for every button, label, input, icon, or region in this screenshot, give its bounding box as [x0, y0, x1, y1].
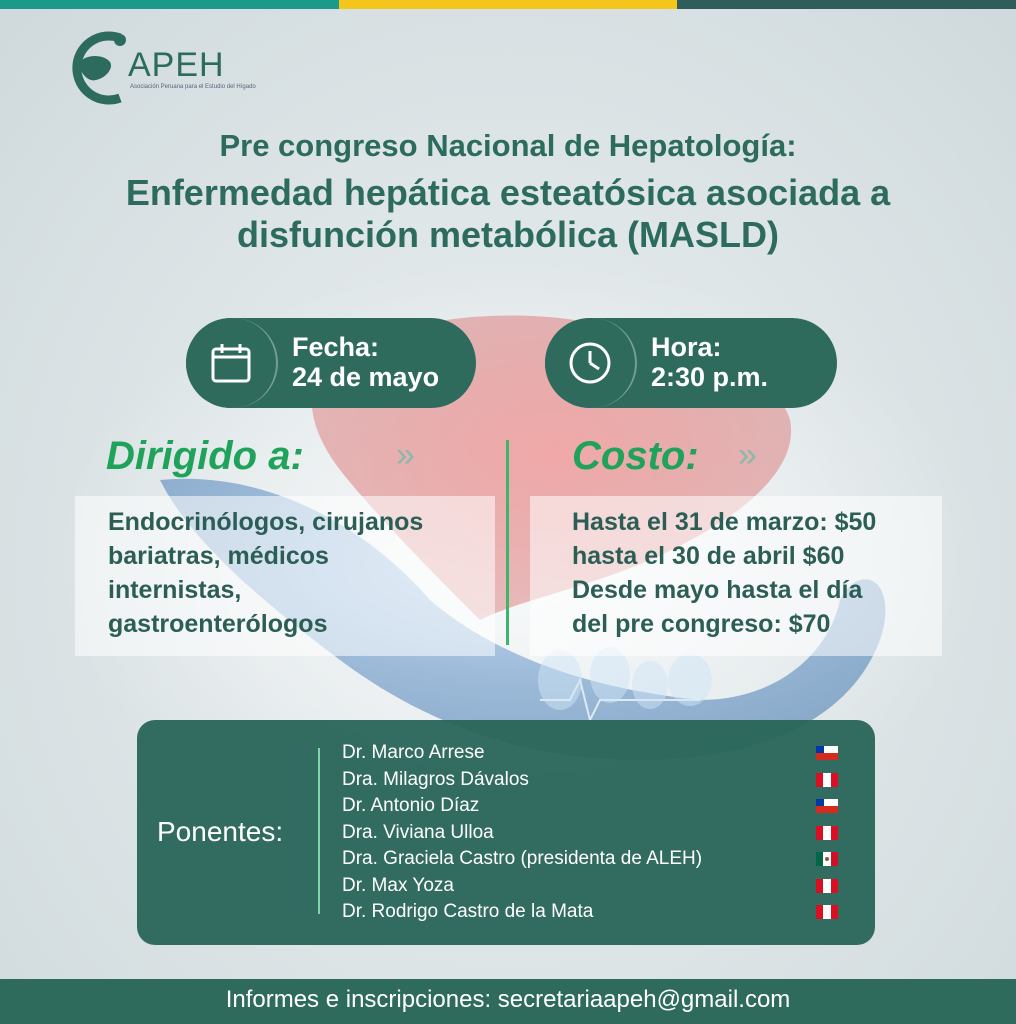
audience-list [108, 505, 423, 641]
footer-contact[interactable]: Informes e inscripciones: secretariaapeh@gmail.com [225, 986, 791, 1013]
speakers-label: Ponentes: [157, 816, 284, 847]
date-text [292, 332, 439, 392]
logo-text: APEH [128, 46, 225, 84]
chile-flag-icon [816, 746, 838, 760]
speaker-name: Dr. Antonio Díaz [342, 795, 480, 816]
date-icon-circle [186, 318, 278, 408]
logo-tagline: Asociación Peruana para el Estudio del Hígado [130, 84, 256, 90]
speakers-divider [318, 748, 320, 914]
audience-line: bariatras, médicos [108, 542, 329, 570]
peru-flag-icon [816, 773, 838, 787]
cost-line: hasta el 30 de abril $60 [572, 542, 845, 570]
time-pill [545, 318, 837, 408]
date-value: 24 de mayo [292, 362, 440, 392]
section-divider [506, 440, 509, 645]
time-value: 2:30 p.m. [651, 362, 769, 392]
audience-line: Endocrinólogos, cirujanos [108, 508, 424, 536]
main-title-line-2: disfunción metabólica (MASLD) [236, 214, 780, 255]
speaker-item [342, 820, 822, 847]
speaker-name: Dr. Marco Arrese [342, 742, 485, 763]
main-title [50, 172, 966, 256]
clock-icon [567, 340, 613, 386]
speaker-item [342, 740, 822, 767]
peru-flag-icon [816, 879, 838, 893]
time-icon-circle [545, 318, 637, 408]
speaker-name: Dra. Milagros Dávalos [342, 768, 529, 790]
chevron-right-icon: » [396, 436, 415, 474]
peru-flag-icon [816, 826, 838, 840]
speaker-name: Dra. Graciela Castro (presidenta de ALEH) [342, 848, 703, 869]
calendar-icon [208, 340, 254, 386]
chevron-right-icon: » [738, 436, 757, 474]
pre-title: Pre congreso Nacional de Hepatología: [219, 128, 797, 163]
speaker-item [342, 767, 822, 794]
speakers-list [342, 740, 822, 926]
speaker-name: Dr. Max Yoza [342, 874, 454, 896]
time-label: Hora: [651, 332, 722, 362]
main-title-line-1: Enfermedad hepática esteatósica asociada a [125, 172, 891, 213]
peru-flag-icon [816, 905, 838, 919]
speaker-name: Dra. Viviana Ulloa [342, 821, 494, 843]
mexico-flag-icon [816, 852, 838, 866]
date-label: Fecha: [292, 332, 380, 362]
cost-heading: Costo: [572, 434, 699, 478]
cost-line: del pre congreso: $70 [572, 610, 831, 638]
chile-flag-icon [816, 799, 838, 813]
speaker-name: Dr. Rodrigo Castro de la Mata [342, 901, 594, 922]
audience-line: gastroenterólogos [108, 610, 328, 638]
cost-list [572, 505, 876, 641]
speaker-item [342, 846, 822, 873]
audience-line: internistas, [108, 576, 242, 604]
cost-line: Hasta el 31 de marzo: $50 [572, 508, 877, 536]
audience-heading: Dirigido a: [106, 434, 304, 478]
speaker-item [342, 793, 822, 820]
time-text [651, 332, 768, 392]
speaker-item [342, 873, 822, 900]
speaker-item [342, 899, 822, 926]
cost-line: Desde mayo hasta el día [572, 576, 863, 604]
date-pill [186, 318, 476, 408]
